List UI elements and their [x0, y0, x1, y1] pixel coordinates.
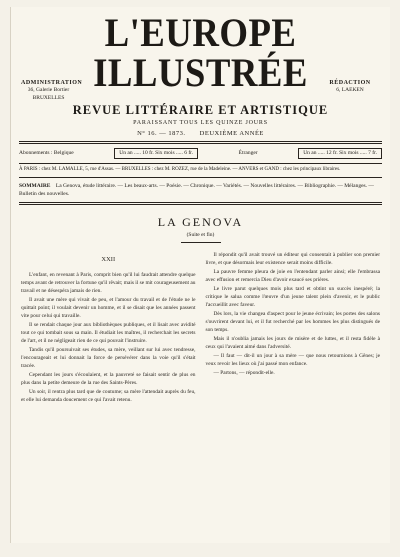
contents-block [11, 178, 390, 203]
subscriptions-belgium: Un an ..... 10 fr. Six mois ..... 6 fr. [114, 148, 198, 159]
masthead-tagline: PARAISSANT TOUS LES QUINZE JOURS [133, 120, 268, 126]
article-paragraph: Mais il n'oublia jamais les jours de misère et de luttes, et il resta fidèle à ceux qui l'avaient aimé dans l'adversité. [205, 336, 380, 351]
contents-text: La Genova, étude littéraire. — Les beaux-arts. — Poésie. — Chronique. — Variétés. — Nouvelles littéraires. — Bibliographie. — Mélanges. — Bulletin des nouvelles. [19, 182, 374, 197]
article-paragraph: Il répondit qu'il avait trouvé un éditeur qui consentait à publier son premier livre, et que désormais leur existence serait moins difficile. [205, 252, 380, 267]
administration-heading: ADMINISTRATION [21, 80, 83, 86]
newspaper-page [10, 7, 390, 543]
subscriptions-foreign-label: Étranger [238, 150, 258, 156]
masthead-subtitle: REVUE LITTÉRAIRE ET ARTISTIQUE [72, 103, 329, 117]
administration-line-2: BRUXELLES [32, 94, 65, 101]
article-paragraph: — Partons, — répondit-elle. [213, 370, 275, 377]
redaction-line-1: 6, LAEKEN [336, 87, 364, 94]
administration-line-1: 36, Galerie Bortier [27, 87, 70, 94]
article-paragraph: Cependant les jours s'écoulaient, et la pauvreté se faisait sentir de plus en plus dans la petite demeure de la rue des Saints-Pères. [21, 371, 196, 386]
article-paragraph: Il avait une mère qui vivait de peu, et l'amour du travail et de l'étude ne le quittait point; il voulait devenir un homme, et il se disait que les années passent vite pour celui qui travaille. [21, 296, 196, 319]
article-column-left [21, 251, 196, 405]
issue-line [11, 130, 390, 137]
redaction-heading: RÉDACTION [329, 80, 371, 86]
article-subtitle: (Suite et fin) [186, 232, 215, 239]
article-paragraph: Le livre parut quelques mois plus tard et obtint un succès inespéré; la critique le salua comme l'œuvre d'un jeune talent plein d'avenir, et le public l'accueillit avec faveur. [205, 286, 380, 309]
article-paragraph: La pauvre femme pleura de joie en l'entendant parler ainsi; elle l'embrassa avec effusion et remercia Dieu d'avoir exaucé ses prières. [205, 269, 380, 284]
article-paragraph: Il se rendait chaque jour aux bibliothèques publiques, et il lisait avec avidité tout ce qui tombait sous sa main. Il étudiait les maîtres, il recherchait les secrets de l'art, et il ne négligeait rien de ce qui pouvait l'instruire. [21, 321, 196, 344]
article-paragraph: L'enfant, en revenant à Paris, comprit bien qu'il lui faudrait attendre quelque temps avant de retrouver la fortune qu'il rêvait; mais il se mit courageusement au travail et ne désespéra jamais de rien. [21, 271, 196, 294]
masthead-title: L'EUROPE ILLUSTRÉE [93, 10, 308, 95]
article-column-right [206, 251, 381, 405]
contents-heading: SOMMAIRE [19, 182, 51, 189]
article-paragraph: Dès lors, la vie changea d'aspect pour le jeune écrivain; les portes des salons s'ouvrirent devant lui, et il fut recherché par les hommes les plus distingués de son temps. [205, 311, 380, 334]
subscriptions-row [11, 144, 390, 163]
issue-year: DEUXIÈME ANNÉE [199, 130, 264, 137]
contents-rule [19, 202, 382, 205]
agents-line: À PARIS : chez M. LAMALLE, 5, rue d'Assas. — BRUXELLES : chez M. ROZEZ, rue de la Madeleine. — ANVERS et GAND : chez les principaux libraires. [19, 167, 341, 173]
subscriptions-foreign: Un an ..... 12 fr. Six mois ..... 7 fr. [298, 148, 382, 159]
article-paragraph: — Il faut — dit-il un jour à sa mère — que nous retournions à Gênes; je veux revoir les lieux où j'ai passé mon enfance. [205, 353, 380, 368]
subscriptions-label: Abonnements : Belgique [19, 150, 74, 156]
article-paragraph: Un soir, il rentra plus tard que de coutume; sa mère l'attendait auprès du feu, et elle lui demanda doucement ce qui l'avait retenu. [21, 388, 196, 403]
issue-number: N° 16. — 1873. [137, 130, 186, 137]
article-title: LA GENOVA [157, 215, 244, 230]
chapter-number: XXII [101, 256, 116, 264]
article-paragraph: Tandis qu'il poursuivait ses études, sa mère, veillant sur lui avec tendresse, l'encourageait et lui donnait la force de persévérer dans la voie qu'il s'était tracée. [21, 346, 196, 369]
article-columns [11, 243, 390, 405]
